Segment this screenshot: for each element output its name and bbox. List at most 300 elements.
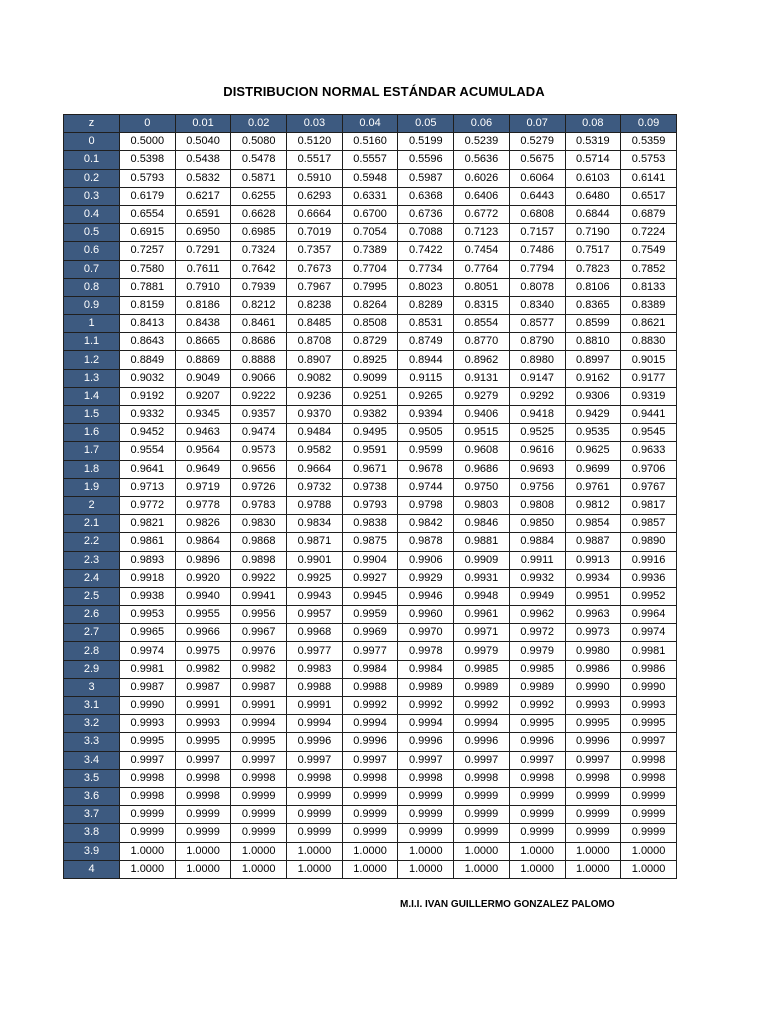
probability-cell: 0.9999 — [565, 824, 621, 842]
probability-cell: 0.9998 — [120, 769, 176, 787]
probability-cell: 0.6141 — [621, 169, 677, 187]
probability-cell: 0.8621 — [621, 315, 677, 333]
probability-cell: 0.9974 — [621, 624, 677, 642]
probability-cell: 0.9911 — [509, 551, 565, 569]
probability-cell: 1.0000 — [231, 842, 287, 860]
probability-cell: 0.9641 — [120, 460, 176, 478]
probability-cell: 0.9999 — [398, 806, 454, 824]
probability-cell: 0.8238 — [287, 296, 343, 314]
probability-cell: 0.9932 — [509, 569, 565, 587]
probability-cell: 0.7291 — [175, 242, 231, 260]
probability-cell: 0.8665 — [175, 333, 231, 351]
probability-cell: 0.7939 — [231, 278, 287, 296]
probability-cell: 0.6844 — [565, 205, 621, 223]
probability-cell: 0.8686 — [231, 333, 287, 351]
probability-cell: 0.9808 — [509, 496, 565, 514]
probability-cell: 0.5714 — [565, 151, 621, 169]
z-value-cell: 2.9 — [64, 660, 120, 678]
probability-cell: 0.9772 — [120, 496, 176, 514]
probability-cell: 0.5080 — [231, 133, 287, 151]
probability-cell: 1.0000 — [342, 842, 398, 860]
probability-cell: 0.6480 — [565, 187, 621, 205]
probability-cell: 0.9744 — [398, 478, 454, 496]
probability-cell: 0.5000 — [120, 133, 176, 151]
table-row — [64, 169, 677, 187]
table-row — [64, 424, 677, 442]
probability-cell: 0.6950 — [175, 224, 231, 242]
z-value-cell: 0.8 — [64, 278, 120, 296]
z-value-cell: 0 — [64, 133, 120, 151]
probability-cell: 0.9573 — [231, 442, 287, 460]
table-row — [64, 533, 677, 551]
probability-cell: 0.9838 — [342, 515, 398, 533]
probability-cell: 0.9761 — [565, 478, 621, 496]
z-value-cell: 3.4 — [64, 751, 120, 769]
probability-cell: 0.9649 — [175, 460, 231, 478]
probability-cell: 0.5199 — [398, 133, 454, 151]
probability-cell: 0.7088 — [398, 224, 454, 242]
z-value-cell: 1.1 — [64, 333, 120, 351]
probability-cell: 0.9916 — [621, 551, 677, 569]
probability-cell: 0.8962 — [454, 351, 510, 369]
page-title: DISTRIBUCION NORMAL ESTÁNDAR ACUMULADA — [223, 84, 545, 99]
probability-cell: 0.9993 — [175, 715, 231, 733]
probability-cell: 0.9999 — [565, 806, 621, 824]
probability-cell: 0.9906 — [398, 551, 454, 569]
probability-cell: 0.9998 — [621, 769, 677, 787]
column-header: 0.01 — [175, 115, 231, 133]
probability-cell: 0.9931 — [454, 569, 510, 587]
probability-cell: 0.9998 — [565, 769, 621, 787]
probability-cell: 0.8554 — [454, 315, 510, 333]
probability-cell: 0.9977 — [342, 642, 398, 660]
z-value-cell: 3.7 — [64, 806, 120, 824]
probability-cell: 1.0000 — [287, 842, 343, 860]
probability-cell: 0.9861 — [120, 533, 176, 551]
probability-cell: 0.9750 — [454, 478, 510, 496]
probability-cell: 0.9999 — [175, 806, 231, 824]
probability-cell: 0.9664 — [287, 460, 343, 478]
table-row — [64, 387, 677, 405]
probability-cell: 0.6628 — [231, 205, 287, 223]
z-value-cell: 2.5 — [64, 587, 120, 605]
z-value-cell: 0.2 — [64, 169, 120, 187]
probability-cell: 0.9834 — [287, 515, 343, 533]
probability-cell: 0.9633 — [621, 442, 677, 460]
probability-cell: 1.0000 — [120, 842, 176, 860]
probability-cell: 0.9332 — [120, 406, 176, 424]
probability-cell: 0.9599 — [398, 442, 454, 460]
probability-cell: 0.9871 — [287, 533, 343, 551]
probability-cell: 0.5675 — [509, 151, 565, 169]
z-value-cell: 1 — [64, 315, 120, 333]
probability-cell: 0.9987 — [120, 678, 176, 696]
probability-cell: 0.5398 — [120, 151, 176, 169]
probability-cell: 0.9943 — [287, 587, 343, 605]
probability-cell: 0.5557 — [342, 151, 398, 169]
probability-cell: 0.6879 — [621, 205, 677, 223]
probability-cell: 0.9998 — [398, 769, 454, 787]
probability-cell: 0.9948 — [454, 587, 510, 605]
probability-cell: 0.9131 — [454, 369, 510, 387]
probability-cell: 0.9732 — [287, 478, 343, 496]
probability-cell: 0.9996 — [287, 733, 343, 751]
table-row — [64, 187, 677, 205]
probability-cell: 0.9990 — [120, 697, 176, 715]
probability-cell: 0.9998 — [231, 769, 287, 787]
probability-cell: 0.6700 — [342, 205, 398, 223]
probability-cell: 0.5040 — [175, 133, 231, 151]
table-row — [64, 315, 677, 333]
probability-cell: 0.9934 — [565, 569, 621, 587]
probability-cell: 0.9875 — [342, 533, 398, 551]
probability-cell: 0.9999 — [454, 806, 510, 824]
probability-cell: 0.6915 — [120, 224, 176, 242]
probability-cell: 0.9999 — [454, 787, 510, 805]
probability-cell: 0.9996 — [398, 733, 454, 751]
probability-cell: 0.9987 — [231, 678, 287, 696]
probability-cell: 0.9994 — [231, 715, 287, 733]
probability-cell: 0.9991 — [175, 697, 231, 715]
probability-cell: 0.9925 — [287, 569, 343, 587]
probability-cell: 0.9719 — [175, 478, 231, 496]
probability-cell: 0.5239 — [454, 133, 510, 151]
z-value-cell: 0.4 — [64, 205, 120, 223]
probability-cell: 0.8133 — [621, 278, 677, 296]
probability-cell: 0.8790 — [509, 333, 565, 351]
probability-cell: 0.9032 — [120, 369, 176, 387]
probability-cell: 0.6554 — [120, 205, 176, 223]
probability-cell: 0.9998 — [175, 769, 231, 787]
probability-cell: 0.9842 — [398, 515, 454, 533]
probability-cell: 0.9582 — [287, 442, 343, 460]
probability-cell: 0.9066 — [231, 369, 287, 387]
probability-cell: 0.9236 — [287, 387, 343, 405]
probability-cell: 0.5517 — [287, 151, 343, 169]
probability-cell: 0.7823 — [565, 260, 621, 278]
probability-cell: 0.9992 — [509, 697, 565, 715]
table-row — [64, 806, 677, 824]
probability-cell: 0.9292 — [509, 387, 565, 405]
probability-cell: 0.9554 — [120, 442, 176, 460]
probability-cell: 0.9945 — [342, 587, 398, 605]
probability-cell: 0.9846 — [454, 515, 510, 533]
probability-cell: 0.9984 — [342, 660, 398, 678]
probability-cell: 0.9990 — [621, 678, 677, 696]
z-value-cell: 1.2 — [64, 351, 120, 369]
table-row — [64, 478, 677, 496]
probability-cell: 0.7224 — [621, 224, 677, 242]
probability-cell: 0.9996 — [509, 733, 565, 751]
table-row — [64, 278, 677, 296]
column-header: 0.05 — [398, 115, 454, 133]
probability-cell: 0.9973 — [565, 624, 621, 642]
probability-cell: 0.9868 — [231, 533, 287, 551]
probability-cell: 0.9608 — [454, 442, 510, 460]
z-value-cell: 4 — [64, 860, 120, 878]
probability-cell: 0.9989 — [454, 678, 510, 696]
probability-cell: 0.9525 — [509, 424, 565, 442]
z-value-cell: 3.3 — [64, 733, 120, 751]
probability-cell: 0.9850 — [509, 515, 565, 533]
probability-cell: 0.9382 — [342, 406, 398, 424]
table-row — [64, 351, 677, 369]
probability-cell: 0.9793 — [342, 496, 398, 514]
table-row — [64, 460, 677, 478]
probability-cell: 0.7704 — [342, 260, 398, 278]
probability-cell: 0.9970 — [398, 624, 454, 642]
probability-cell: 0.9981 — [120, 660, 176, 678]
probability-cell: 0.9979 — [509, 642, 565, 660]
table-row — [64, 769, 677, 787]
probability-cell: 0.7852 — [621, 260, 677, 278]
probability-cell: 0.8869 — [175, 351, 231, 369]
probability-cell: 0.5319 — [565, 133, 621, 151]
probability-cell: 0.9998 — [454, 769, 510, 787]
probability-cell: 0.9996 — [342, 733, 398, 751]
probability-cell: 1.0000 — [175, 842, 231, 860]
probability-cell: 0.9535 — [565, 424, 621, 442]
probability-cell: 0.8888 — [231, 351, 287, 369]
probability-cell: 0.9999 — [509, 806, 565, 824]
z-value-cell: 2.8 — [64, 642, 120, 660]
probability-cell: 0.9319 — [621, 387, 677, 405]
probability-cell: 0.9938 — [120, 587, 176, 605]
probability-cell: 0.9798 — [398, 496, 454, 514]
probability-cell: 0.9999 — [398, 787, 454, 805]
probability-cell: 0.9991 — [231, 697, 287, 715]
z-value-cell: 0.3 — [64, 187, 120, 205]
probability-cell: 0.9484 — [287, 424, 343, 442]
probability-cell: 0.9960 — [398, 606, 454, 624]
probability-cell: 0.9982 — [231, 660, 287, 678]
probability-cell: 0.6591 — [175, 205, 231, 223]
probability-cell: 0.9394 — [398, 406, 454, 424]
probability-cell: 0.8770 — [454, 333, 510, 351]
table-row — [64, 606, 677, 624]
probability-cell: 0.5596 — [398, 151, 454, 169]
probability-cell: 0.9997 — [398, 751, 454, 769]
probability-cell: 0.9955 — [175, 606, 231, 624]
table-header-row — [64, 115, 677, 133]
table-row — [64, 551, 677, 569]
probability-cell: 0.5910 — [287, 169, 343, 187]
probability-cell: 0.9989 — [509, 678, 565, 696]
probability-cell: 0.9965 — [120, 624, 176, 642]
probability-cell: 0.7257 — [120, 242, 176, 260]
probability-cell: 0.8849 — [120, 351, 176, 369]
probability-cell: 0.8830 — [621, 333, 677, 351]
probability-cell: 0.9999 — [454, 824, 510, 842]
probability-cell: 0.9918 — [120, 569, 176, 587]
probability-cell: 0.8944 — [398, 351, 454, 369]
probability-cell: 0.8289 — [398, 296, 454, 314]
probability-cell: 0.9994 — [287, 715, 343, 733]
probability-cell: 0.9999 — [342, 787, 398, 805]
z-value-cell: 2.4 — [64, 569, 120, 587]
probability-cell: 0.9996 — [454, 733, 510, 751]
table-row — [64, 369, 677, 387]
probability-cell: 0.5793 — [120, 169, 176, 187]
table-row — [64, 242, 677, 260]
probability-cell: 0.5832 — [175, 169, 231, 187]
probability-cell: 0.9192 — [120, 387, 176, 405]
probability-cell: 0.9959 — [342, 606, 398, 624]
probability-cell: 0.7673 — [287, 260, 343, 278]
probability-cell: 0.5753 — [621, 151, 677, 169]
probability-cell: 0.6808 — [509, 205, 565, 223]
probability-cell: 1.0000 — [621, 860, 677, 878]
probability-cell: 0.7910 — [175, 278, 231, 296]
table-row — [64, 697, 677, 715]
probability-cell: 0.9115 — [398, 369, 454, 387]
table-row — [64, 733, 677, 751]
table-body — [64, 133, 677, 879]
probability-cell: 0.8997 — [565, 351, 621, 369]
z-value-cell: 2 — [64, 496, 120, 514]
probability-cell: 0.9997 — [231, 751, 287, 769]
probability-cell: 0.8413 — [120, 315, 176, 333]
table-row — [64, 496, 677, 514]
probability-cell: 0.9971 — [454, 624, 510, 642]
table-row — [64, 751, 677, 769]
probability-cell: 0.9967 — [231, 624, 287, 642]
z-value-cell: 1.7 — [64, 442, 120, 460]
probability-cell: 0.9962 — [509, 606, 565, 624]
probability-cell: 0.9854 — [565, 515, 621, 533]
z-value-cell: 0.5 — [64, 224, 120, 242]
probability-cell: 0.9999 — [120, 806, 176, 824]
author-footer: M.I.I. IVAN GUILLERMO GONZALEZ PALOMO — [400, 899, 615, 910]
table-row — [64, 205, 677, 223]
probability-cell: 0.9993 — [565, 697, 621, 715]
probability-cell: 0.7995 — [342, 278, 398, 296]
probability-cell: 0.9964 — [621, 606, 677, 624]
probability-cell: 0.9864 — [175, 533, 231, 551]
z-value-cell: 0.1 — [64, 151, 120, 169]
probability-cell: 0.9956 — [231, 606, 287, 624]
probability-cell: 1.0000 — [231, 860, 287, 878]
probability-cell: 0.9904 — [342, 551, 398, 569]
probability-cell: 0.9957 — [287, 606, 343, 624]
probability-cell: 0.9999 — [398, 824, 454, 842]
probability-cell: 0.6026 — [454, 169, 510, 187]
probability-cell: 0.9999 — [231, 806, 287, 824]
probability-cell: 0.9982 — [175, 660, 231, 678]
probability-cell: 0.9505 — [398, 424, 454, 442]
probability-cell: 0.9998 — [509, 769, 565, 787]
probability-cell: 0.6664 — [287, 205, 343, 223]
probability-cell: 0.9999 — [120, 824, 176, 842]
probability-cell: 0.5438 — [175, 151, 231, 169]
probability-cell: 0.8264 — [342, 296, 398, 314]
probability-cell: 0.9936 — [621, 569, 677, 587]
z-value-cell: 1.5 — [64, 406, 120, 424]
probability-cell: 0.9985 — [509, 660, 565, 678]
probability-cell: 0.9952 — [621, 587, 677, 605]
probability-cell: 0.9999 — [175, 824, 231, 842]
probability-cell: 0.9997 — [565, 751, 621, 769]
table-row — [64, 587, 677, 605]
probability-cell: 0.5987 — [398, 169, 454, 187]
probability-cell: 0.6103 — [565, 169, 621, 187]
probability-cell: 0.7157 — [509, 224, 565, 242]
table-row — [64, 296, 677, 314]
probability-cell: 0.9998 — [621, 751, 677, 769]
probability-cell: 0.9992 — [342, 697, 398, 715]
probability-cell: 0.6772 — [454, 205, 510, 223]
probability-cell: 0.7324 — [231, 242, 287, 260]
probability-cell: 0.9495 — [342, 424, 398, 442]
probability-cell: 0.9357 — [231, 406, 287, 424]
probability-cell: 0.6179 — [120, 187, 176, 205]
probability-cell: 0.9699 — [565, 460, 621, 478]
probability-cell: 0.9878 — [398, 533, 454, 551]
probability-cell: 0.6443 — [509, 187, 565, 205]
column-header: 0.06 — [454, 115, 510, 133]
probability-cell: 0.7794 — [509, 260, 565, 278]
probability-cell: 0.9999 — [287, 806, 343, 824]
probability-cell: 0.7019 — [287, 224, 343, 242]
probability-cell: 0.9920 — [175, 569, 231, 587]
probability-cell: 0.9972 — [509, 624, 565, 642]
probability-cell: 0.8315 — [454, 296, 510, 314]
probability-cell: 0.8749 — [398, 333, 454, 351]
probability-cell: 0.8051 — [454, 278, 510, 296]
table-row — [64, 842, 677, 860]
probability-cell: 0.5279 — [509, 133, 565, 151]
probability-cell: 0.9986 — [565, 660, 621, 678]
probability-cell: 0.9671 — [342, 460, 398, 478]
probability-cell: 0.9984 — [398, 660, 454, 678]
probability-cell: 0.9306 — [565, 387, 621, 405]
probability-cell: 0.9953 — [120, 606, 176, 624]
probability-cell: 1.0000 — [621, 842, 677, 860]
probability-cell: 0.9616 — [509, 442, 565, 460]
column-header: 0 — [120, 115, 176, 133]
column-header: 0.08 — [565, 115, 621, 133]
probability-cell: 0.9251 — [342, 387, 398, 405]
probability-cell: 0.9994 — [454, 715, 510, 733]
probability-cell: 0.9099 — [342, 369, 398, 387]
z-value-cell: 0.9 — [64, 296, 120, 314]
probability-cell: 0.7422 — [398, 242, 454, 260]
probability-cell: 0.8708 — [287, 333, 343, 351]
probability-cell: 0.9995 — [231, 733, 287, 751]
probability-cell: 0.7454 — [454, 242, 510, 260]
probability-cell: 0.6517 — [621, 187, 677, 205]
probability-cell: 0.8461 — [231, 315, 287, 333]
probability-cell: 0.8508 — [342, 315, 398, 333]
probability-cell: 0.9999 — [565, 787, 621, 805]
probability-cell: 0.9999 — [287, 824, 343, 842]
probability-cell: 0.9625 — [565, 442, 621, 460]
probability-cell: 0.8643 — [120, 333, 176, 351]
probability-cell: 0.9803 — [454, 496, 510, 514]
z-value-cell: 3 — [64, 678, 120, 696]
probability-cell: 0.8078 — [509, 278, 565, 296]
probability-cell: 0.9978 — [398, 642, 454, 660]
probability-cell: 0.6406 — [454, 187, 510, 205]
probability-cell: 1.0000 — [509, 842, 565, 860]
probability-cell: 0.9999 — [287, 787, 343, 805]
z-value-cell: 3.1 — [64, 697, 120, 715]
probability-cell: 0.9963 — [565, 606, 621, 624]
probability-cell: 0.9429 — [565, 406, 621, 424]
probability-cell: 0.8186 — [175, 296, 231, 314]
probability-cell: 0.9997 — [287, 751, 343, 769]
probability-cell: 1.0000 — [509, 860, 565, 878]
